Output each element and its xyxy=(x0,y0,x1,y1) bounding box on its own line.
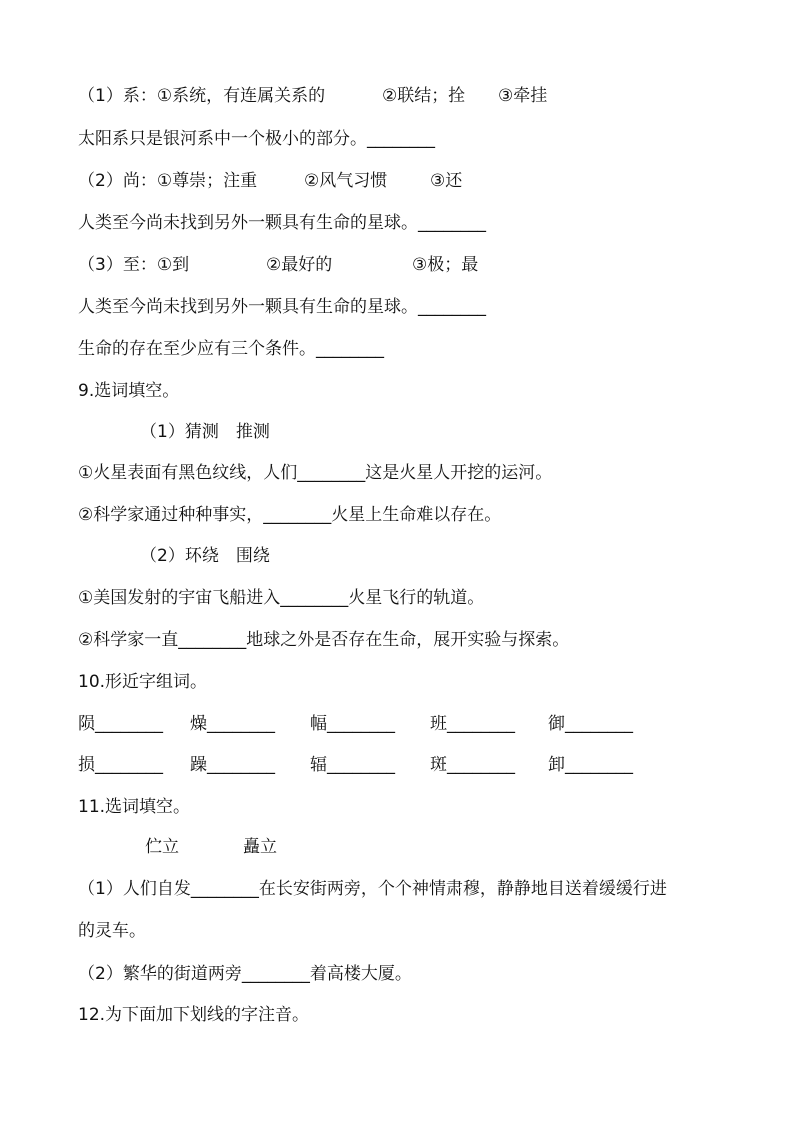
q10-row1-item: 班________ xyxy=(430,714,515,734)
q10-row1-item: 幅________ xyxy=(310,714,395,734)
q11-title: 11.选词填空。 xyxy=(78,797,191,817)
q8-part1-opt2: ②联结；拴 xyxy=(382,86,466,106)
q8-part3-head: （3）至： xyxy=(78,255,157,275)
q8-part1-opt1: ①系统，有连属关系的 xyxy=(156,86,326,106)
q8-part1-head: （1）系： xyxy=(78,86,157,106)
q10-row1-item: 燥________ xyxy=(190,714,275,734)
q9-group1-sentence1: ①火星表面有黑色纹线，人们________这是火星人开挖的运河。 xyxy=(78,463,553,483)
q10-row2-item: 卸________ xyxy=(548,755,633,775)
q8-part2-opt1: ①尊崇；注重 xyxy=(156,171,258,191)
q11-sentence1-line1: （1）人们自发________在长安街两旁，个个神情肃穆，静静地目送着缓缓行进 xyxy=(78,879,667,899)
q11-sentence1-line2: 的灵车。 xyxy=(78,921,146,941)
q11-sentence2: （2）繁华的街道两旁________着高楼大厦。 xyxy=(78,964,412,984)
q8-part3-sentence2: 生命的存在至少应有三个条件。________ xyxy=(78,339,384,359)
q9-title: 9.选词填空。 xyxy=(78,381,180,401)
q11-word1: 伫立 xyxy=(145,837,179,857)
q10-row2-item: 斑________ xyxy=(430,755,515,775)
q10-row2-item: 辐________ xyxy=(310,755,395,775)
q10-row2-item: 损________ xyxy=(78,755,163,775)
q9-group2-label: （2）环绕 围绕 xyxy=(140,546,270,566)
q8-part2-head: （2）尚： xyxy=(78,171,157,191)
q9-group2-sentence2: ②科学家一直________地球之外是否存在生命，展开实验与探索。 xyxy=(78,630,570,650)
q10-title: 10.形近字组词。 xyxy=(78,672,208,692)
q8-part1-sentence: 太阳系只是银河系中一个极小的部分。________ xyxy=(78,129,435,149)
q8-part1-opt3: ③牵挂 xyxy=(498,86,548,106)
q8-part3-options xyxy=(78,253,479,277)
q8-part2-options xyxy=(78,169,463,193)
q9-group1-sentence2: ②科学家通过种种事实，________火星上生命难以存在。 xyxy=(78,505,502,525)
q8-part2-sentence: 人类至今尚未找到另外一颗具有生命的星球。________ xyxy=(78,213,486,233)
q12-title: 12.为下面加下划线的字注音。 xyxy=(78,1005,310,1025)
q8-part3-opt3: ③极；最 xyxy=(412,255,479,275)
q8-part3-sentence1: 人类至今尚未找到另外一颗具有生命的星球。________ xyxy=(78,297,486,317)
q11-word2: 矗立 xyxy=(243,837,277,857)
q8-part1-options xyxy=(78,84,548,108)
q8-part2-opt3: ③还 xyxy=(430,171,463,191)
q8-part3-opt2: ②最好的 xyxy=(266,255,333,275)
q8-part3-opt1: ①到 xyxy=(156,255,190,275)
q10-row2-item: 躁________ xyxy=(190,755,275,775)
q9-group1-label: （1）猜测 推测 xyxy=(140,422,270,442)
q8-part2-opt2: ②风气习惯 xyxy=(304,171,388,191)
q10-row1-item: 陨________ xyxy=(78,714,163,734)
q9-group2-sentence1: ①美国发射的宇宙飞船进入________火星飞行的轨道。 xyxy=(78,588,485,608)
q10-row1-item: 御________ xyxy=(548,714,633,734)
